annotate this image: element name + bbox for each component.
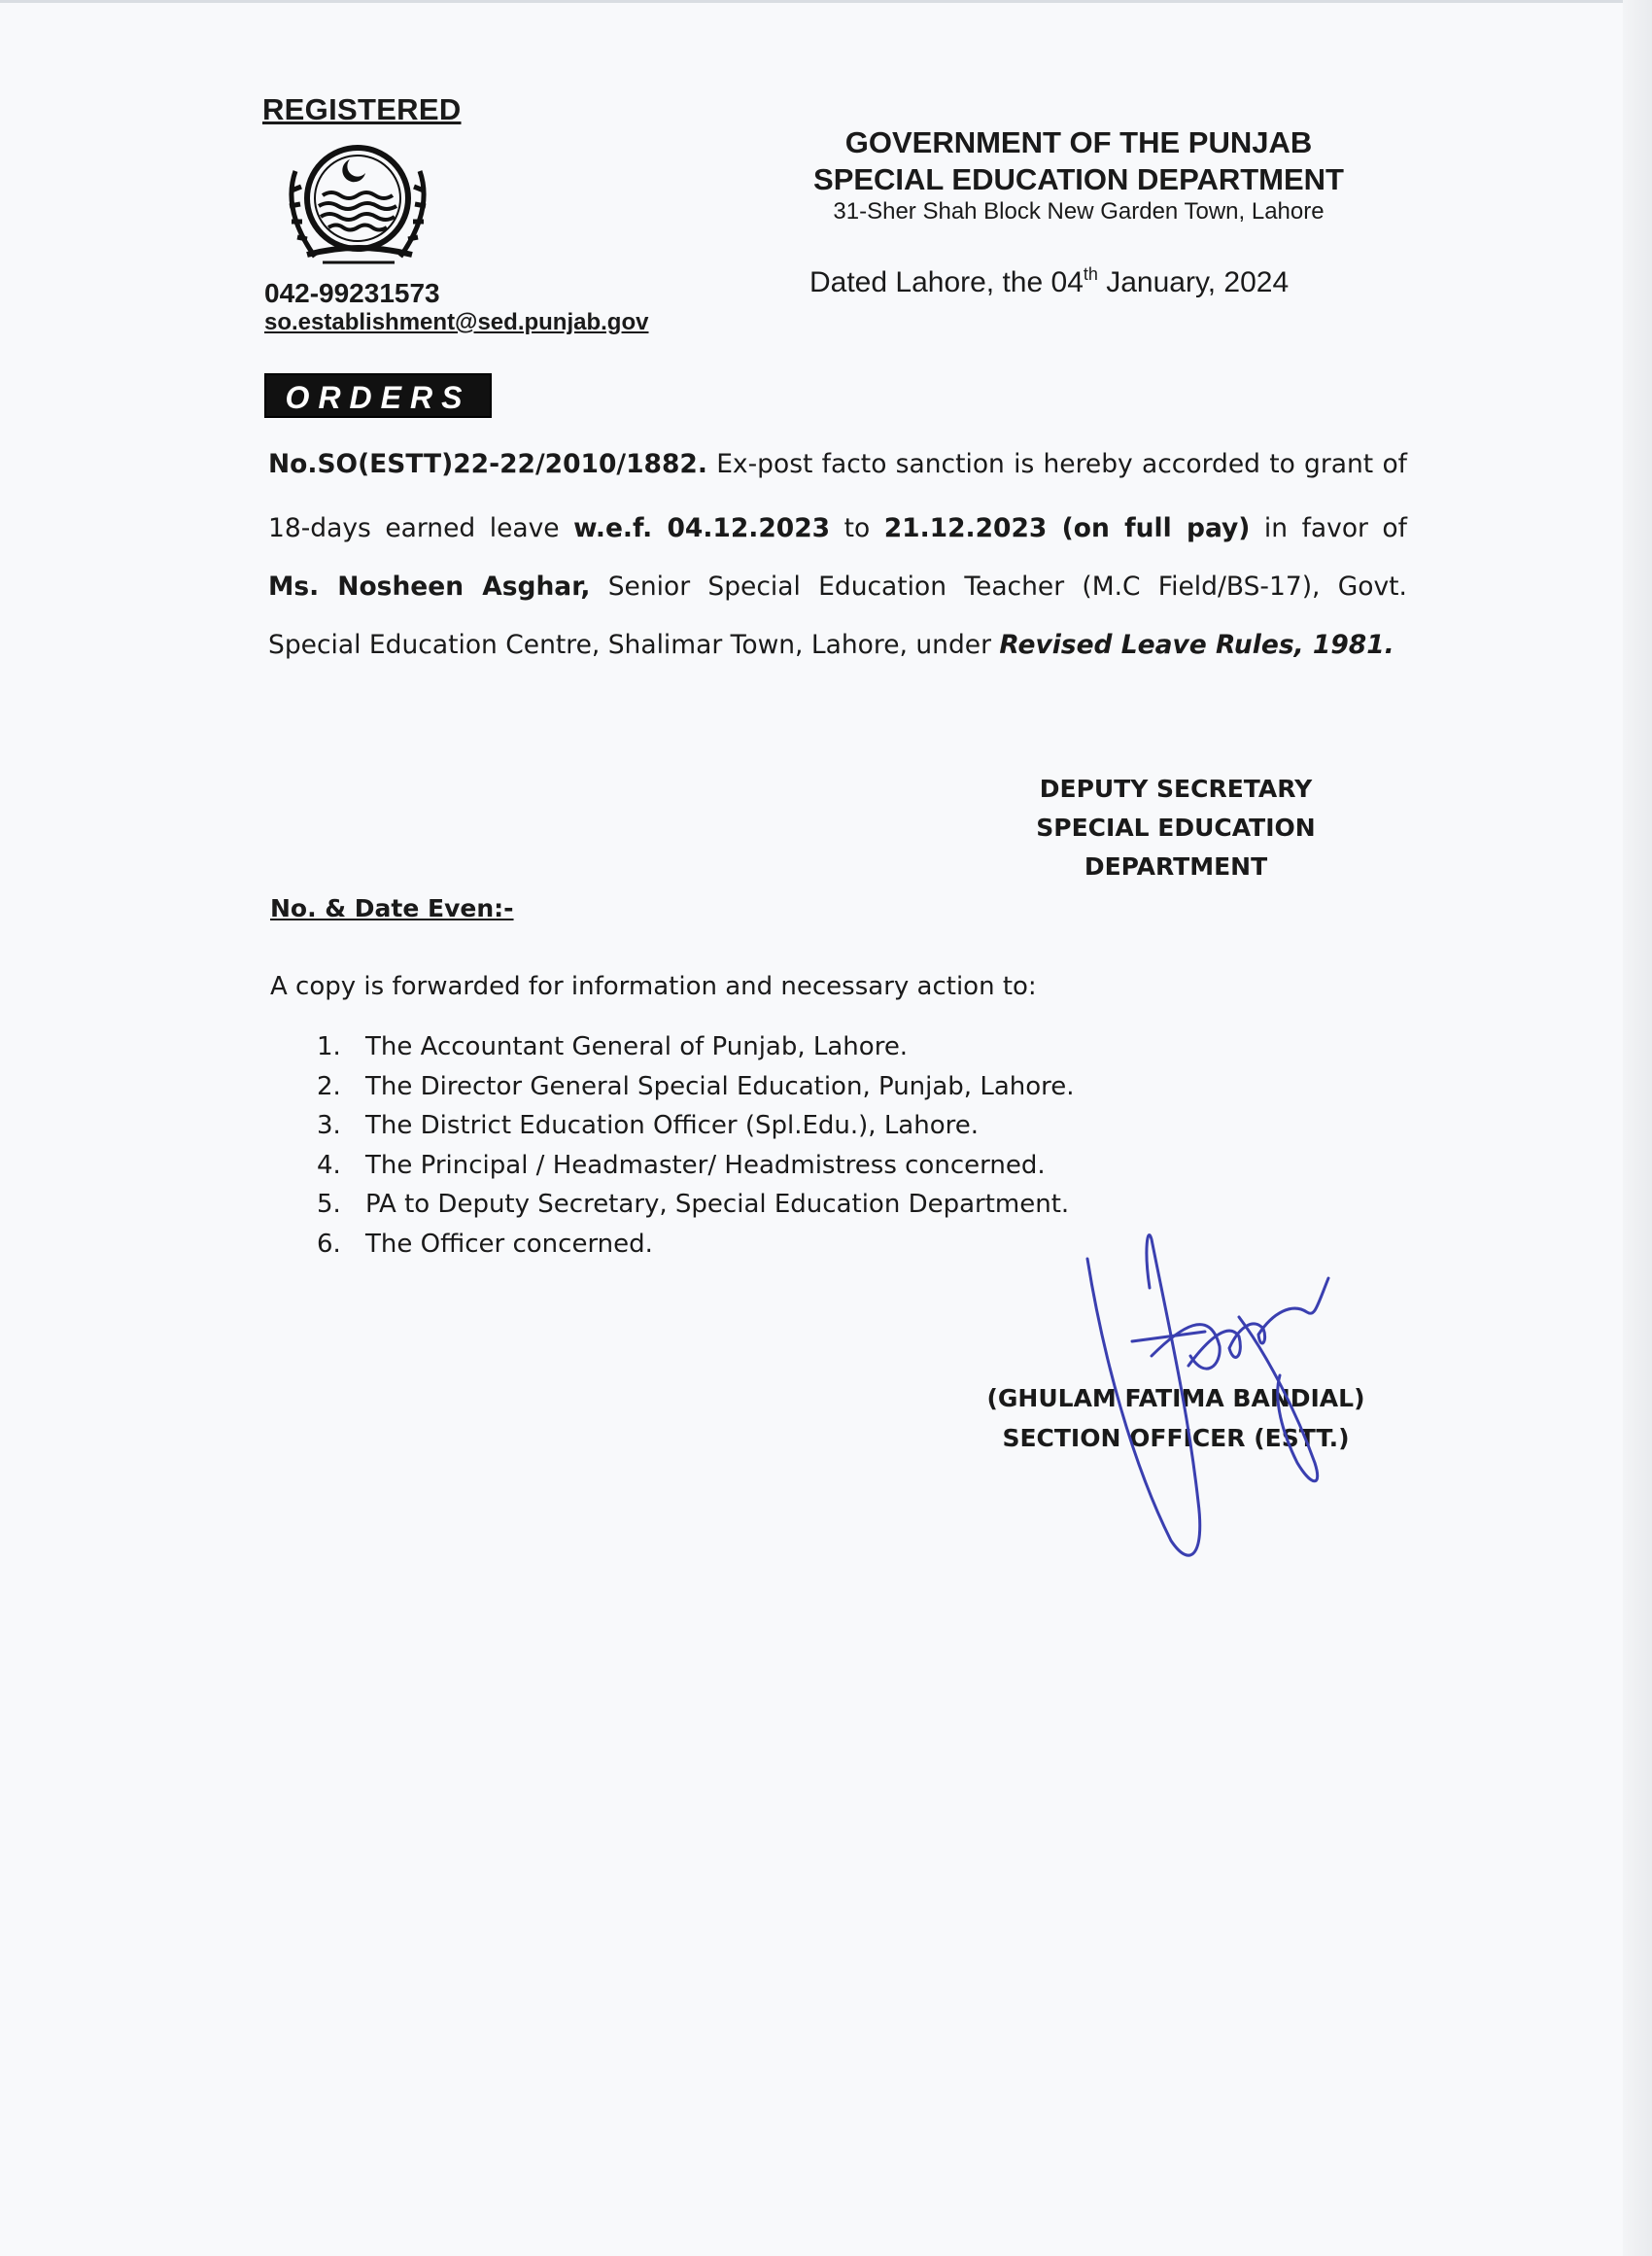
- punjab-emblem-icon: [274, 142, 445, 272]
- signer-title: SECTION OFFICER (ESTT.): [1002, 1424, 1350, 1452]
- order-to-date: 21.12.2023 (on full pay): [883, 513, 1251, 543]
- signoff-line-1: DEPUTY SECRETARY: [1039, 775, 1313, 803]
- signoff-line-2: SPECIAL EDUCATION: [1036, 814, 1316, 842]
- order-text-5: Special Education Centre, Shalimar Town, Lahore, under: [268, 630, 1000, 660]
- order-line-4: [268, 630, 1407, 660]
- signoff-line-3: DEPARTMENT: [1084, 852, 1268, 881]
- handwritten-signature: [1074, 1220, 1351, 1570]
- recipient-text: The Officer concerned.: [365, 1229, 653, 1259]
- recipient-text: The District Education Officer (Spl.Edu.), Lahore.: [365, 1111, 979, 1140]
- list-item: [317, 1225, 1075, 1265]
- order-number: No.SO(ESTT)22-22/2010/1882.: [268, 449, 707, 479]
- list-number: 5.: [317, 1190, 341, 1219]
- date-prefix: Dated Lahore, the 04: [809, 266, 1084, 298]
- scan-top-edge: [0, 0, 1652, 3]
- order-line-2: [268, 513, 1407, 543]
- order-line-3: [268, 572, 1407, 602]
- recipient-text: The Principal / Headmaster/ Headmistress concerned.: [365, 1150, 1046, 1180]
- department-name: SPECIAL EDUCATION DEPARTMENT: [813, 162, 1344, 196]
- employee-name: Ms. Nosheen Asghar,: [268, 572, 591, 602]
- copy-forward-intro: A copy is forwarded for information and necessary action to:: [270, 972, 1037, 1001]
- order-line-1: [268, 449, 1407, 479]
- order-from-date: w.e.f. 04.12.2023: [573, 513, 831, 543]
- scan-right-edge: [1623, 0, 1652, 2256]
- list-number: 3.: [317, 1111, 341, 1140]
- recipient-text: The Director General Special Education, Punjab, Lahore.: [365, 1071, 1075, 1101]
- department-address: 31-Sher Shah Block New Garden Town, Lahore: [833, 198, 1325, 225]
- order-text-1: Ex-post facto sanction is hereby accorded to grant of: [706, 449, 1407, 479]
- order-text-4: Senior Special Education Teacher (M.C Field/BS-17), Govt.: [590, 572, 1407, 602]
- list-number: 6.: [317, 1229, 341, 1259]
- signer-name: (GHULAM FATIMA BANDIAL): [986, 1384, 1365, 1412]
- list-item: [317, 1185, 1075, 1225]
- date-ordinal: th: [1083, 264, 1098, 284]
- deputy-secretary-signoff: [1011, 770, 1341, 886]
- list-item: [317, 1106, 1075, 1146]
- order-text-3: in favor of: [1250, 513, 1407, 543]
- list-item: [317, 1146, 1075, 1186]
- recipient-text: PA to Deputy Secretary, Special Education Department.: [365, 1190, 1070, 1219]
- no-date-even-label: No. & Date Even:-: [270, 894, 514, 922]
- date-suffix: January, 2024: [1097, 266, 1290, 298]
- order-text-2: 18-days earned leave: [268, 513, 574, 543]
- order-to: to: [830, 513, 884, 543]
- leave-rules: Revised Leave Rules, 1981.: [999, 630, 1394, 660]
- date-line: [809, 266, 1289, 299]
- recipient-list: [317, 1027, 1075, 1264]
- letterhead-title: [777, 124, 1380, 198]
- list-number: 2.: [317, 1071, 341, 1101]
- list-item: [317, 1067, 1075, 1107]
- list-item: [317, 1027, 1075, 1067]
- registered-label: REGISTERED: [262, 92, 462, 126]
- phone-number: 042-99231573: [264, 278, 440, 308]
- orders-heading: ORDERS: [264, 373, 492, 418]
- email-link[interactable]: so.establishment@sed.punjab.gov: [264, 309, 649, 335]
- list-number: 4.: [317, 1150, 341, 1180]
- list-number: 1.: [317, 1032, 341, 1061]
- government-name: GOVERNMENT OF THE PUNJAB: [844, 125, 1313, 159]
- recipient-text: The Accountant General of Punjab, Lahore.: [365, 1032, 909, 1061]
